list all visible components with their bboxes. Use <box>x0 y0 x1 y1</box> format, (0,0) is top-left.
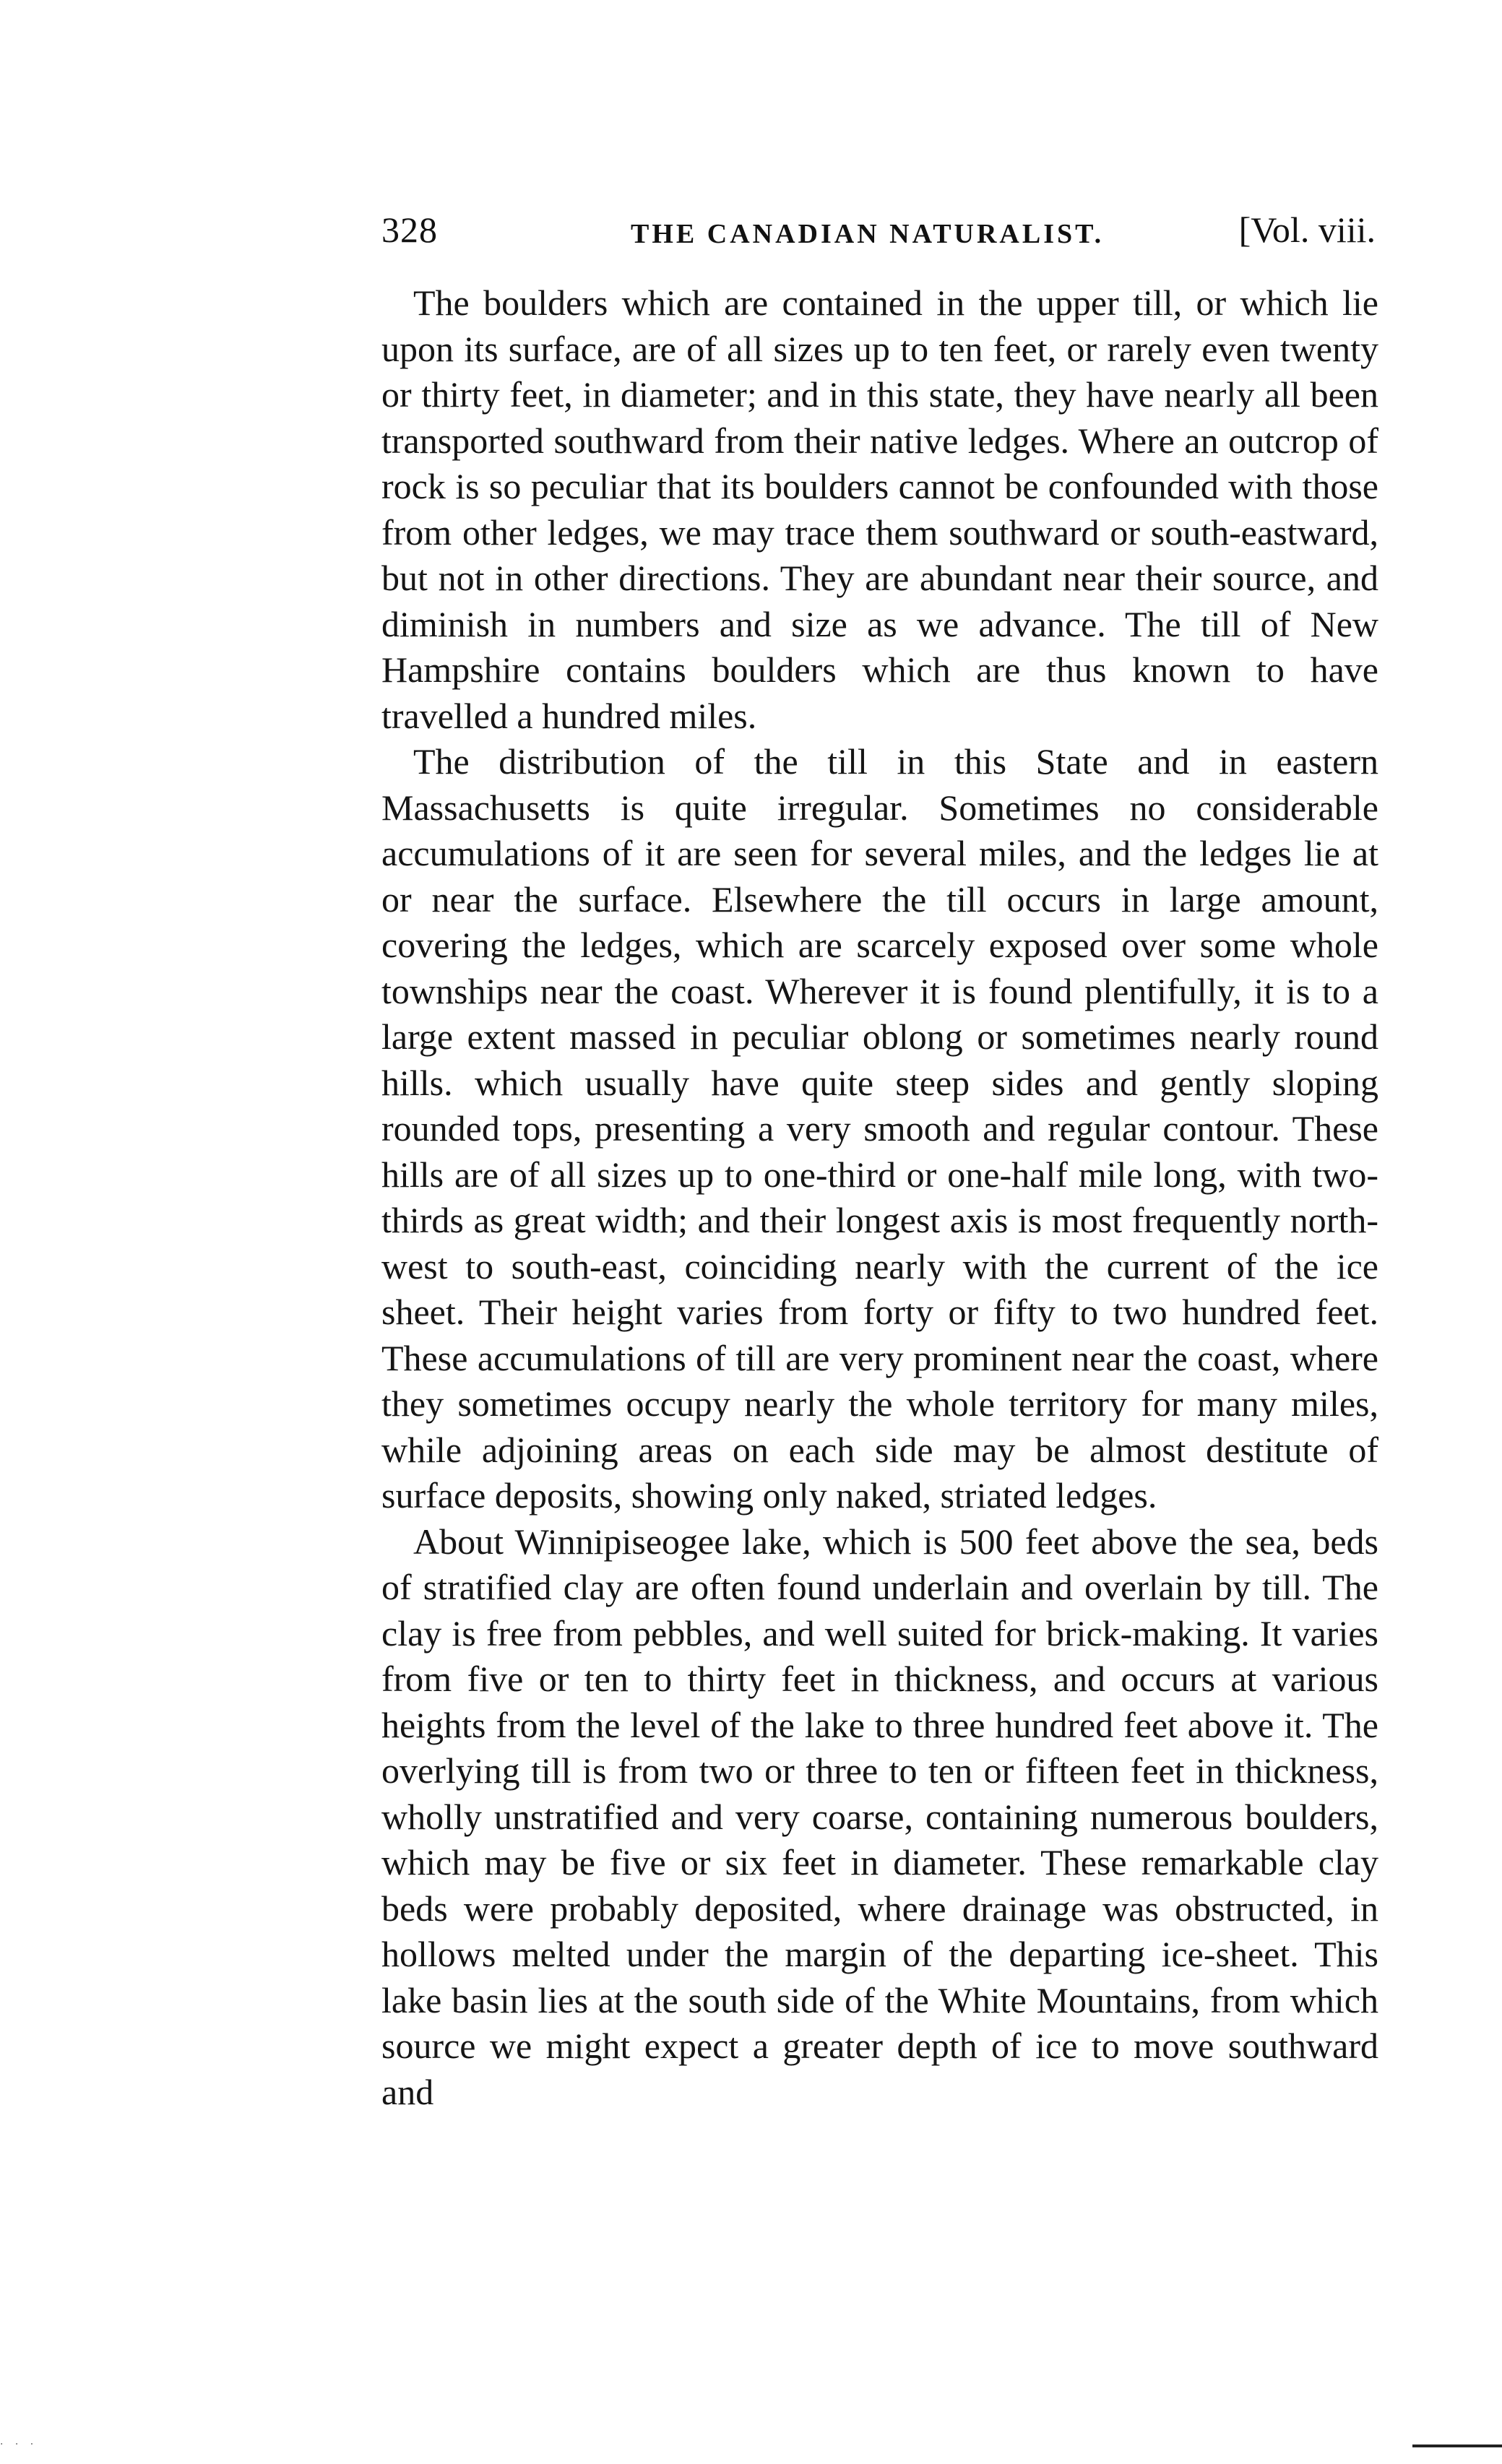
paragraph-boulders: The boulders which are contained in the upper till, or which lie upon its surface, are of all sizes up to ten feet, or rarely even twenty or thirty feet, in diameter; and in this state, they have nearly all been transported southward from their native ledges. Where an outcrop of rock is so peculiar that its boulders cannot be confounded with those from other ledges, we may trace them southward or south-eastward, but not in other directions. They are abundant near their source, and diminish in numbers and size as we advance. The till of New Hampshire contains boulders which are thus known to have travelled a hundred miles. <box>381 282 1378 736</box>
volume-label: [Vol. viii. <box>1238 209 1376 250</box>
paragraph-distribution: The distribution of the till in this State and in eastern Massachusetts is quite irregular. Sometimes no considerable accumulations of it are seen for several miles, and the ledges lie at or near the surface. Elsewhere the till occurs in large amount, covering the ledges, which are scarcely exposed over some whole townships near the coast. Wherever it is found plentifully, it is to a large extent massed in peculiar oblong or sometimes nearly round hills. which usually have quite steep sides and gently sloping rounded tops, presenting a very smooth and regular contour. These hills are of all sizes up to one-third or one-half mile long, with two-thirds as great width; and their longest axis is most frequently north-west to south-east, coinciding nearly with the current of the ice sheet. Their height varies from forty or fifty to two hundred feet. These accumulations of till are very prominent near the coast, where they sometimes occupy nearly the whole territory for many miles, while adjoining areas on each side may be almost destitute of surface deposits, showing only naked, striated ledges. <box>381 741 1378 1516</box>
running-head <box>381 201 1378 259</box>
bottom-rule <box>1412 2444 1502 2447</box>
body-text <box>381 280 1378 2115</box>
journal-title: THE CANADIAN NATURALIST. <box>631 219 1105 249</box>
paragraph-winnipiseogee: About Winnipiseogee lake, which is 500 feet above the sea, beds of stratified clay are often found underlain and overlain by till. The clay is free from pebbles, and well suited for brick-making. It varies from five or ten to thirty feet in thickness, and occurs at various heights from the level of the lake to three hundred feet above it. The overlying till is from two or three to ten or fifteen feet in thickness, wholly unstratified and very coarse, containing numerous boulders, which may be five or six feet in diameter. These remarkable clay beds were probably deposited, where drainage was obstructed, in hollows melted under the margin of the departing ice-sheet. This lake basin lies at the south side of the White Mountains, from which source we might expect a greater depth of ice to move southward and <box>381 1521 1378 2112</box>
scan-edge-marks: · · · <box>0 2439 38 2450</box>
page-number: 328 <box>381 209 438 250</box>
